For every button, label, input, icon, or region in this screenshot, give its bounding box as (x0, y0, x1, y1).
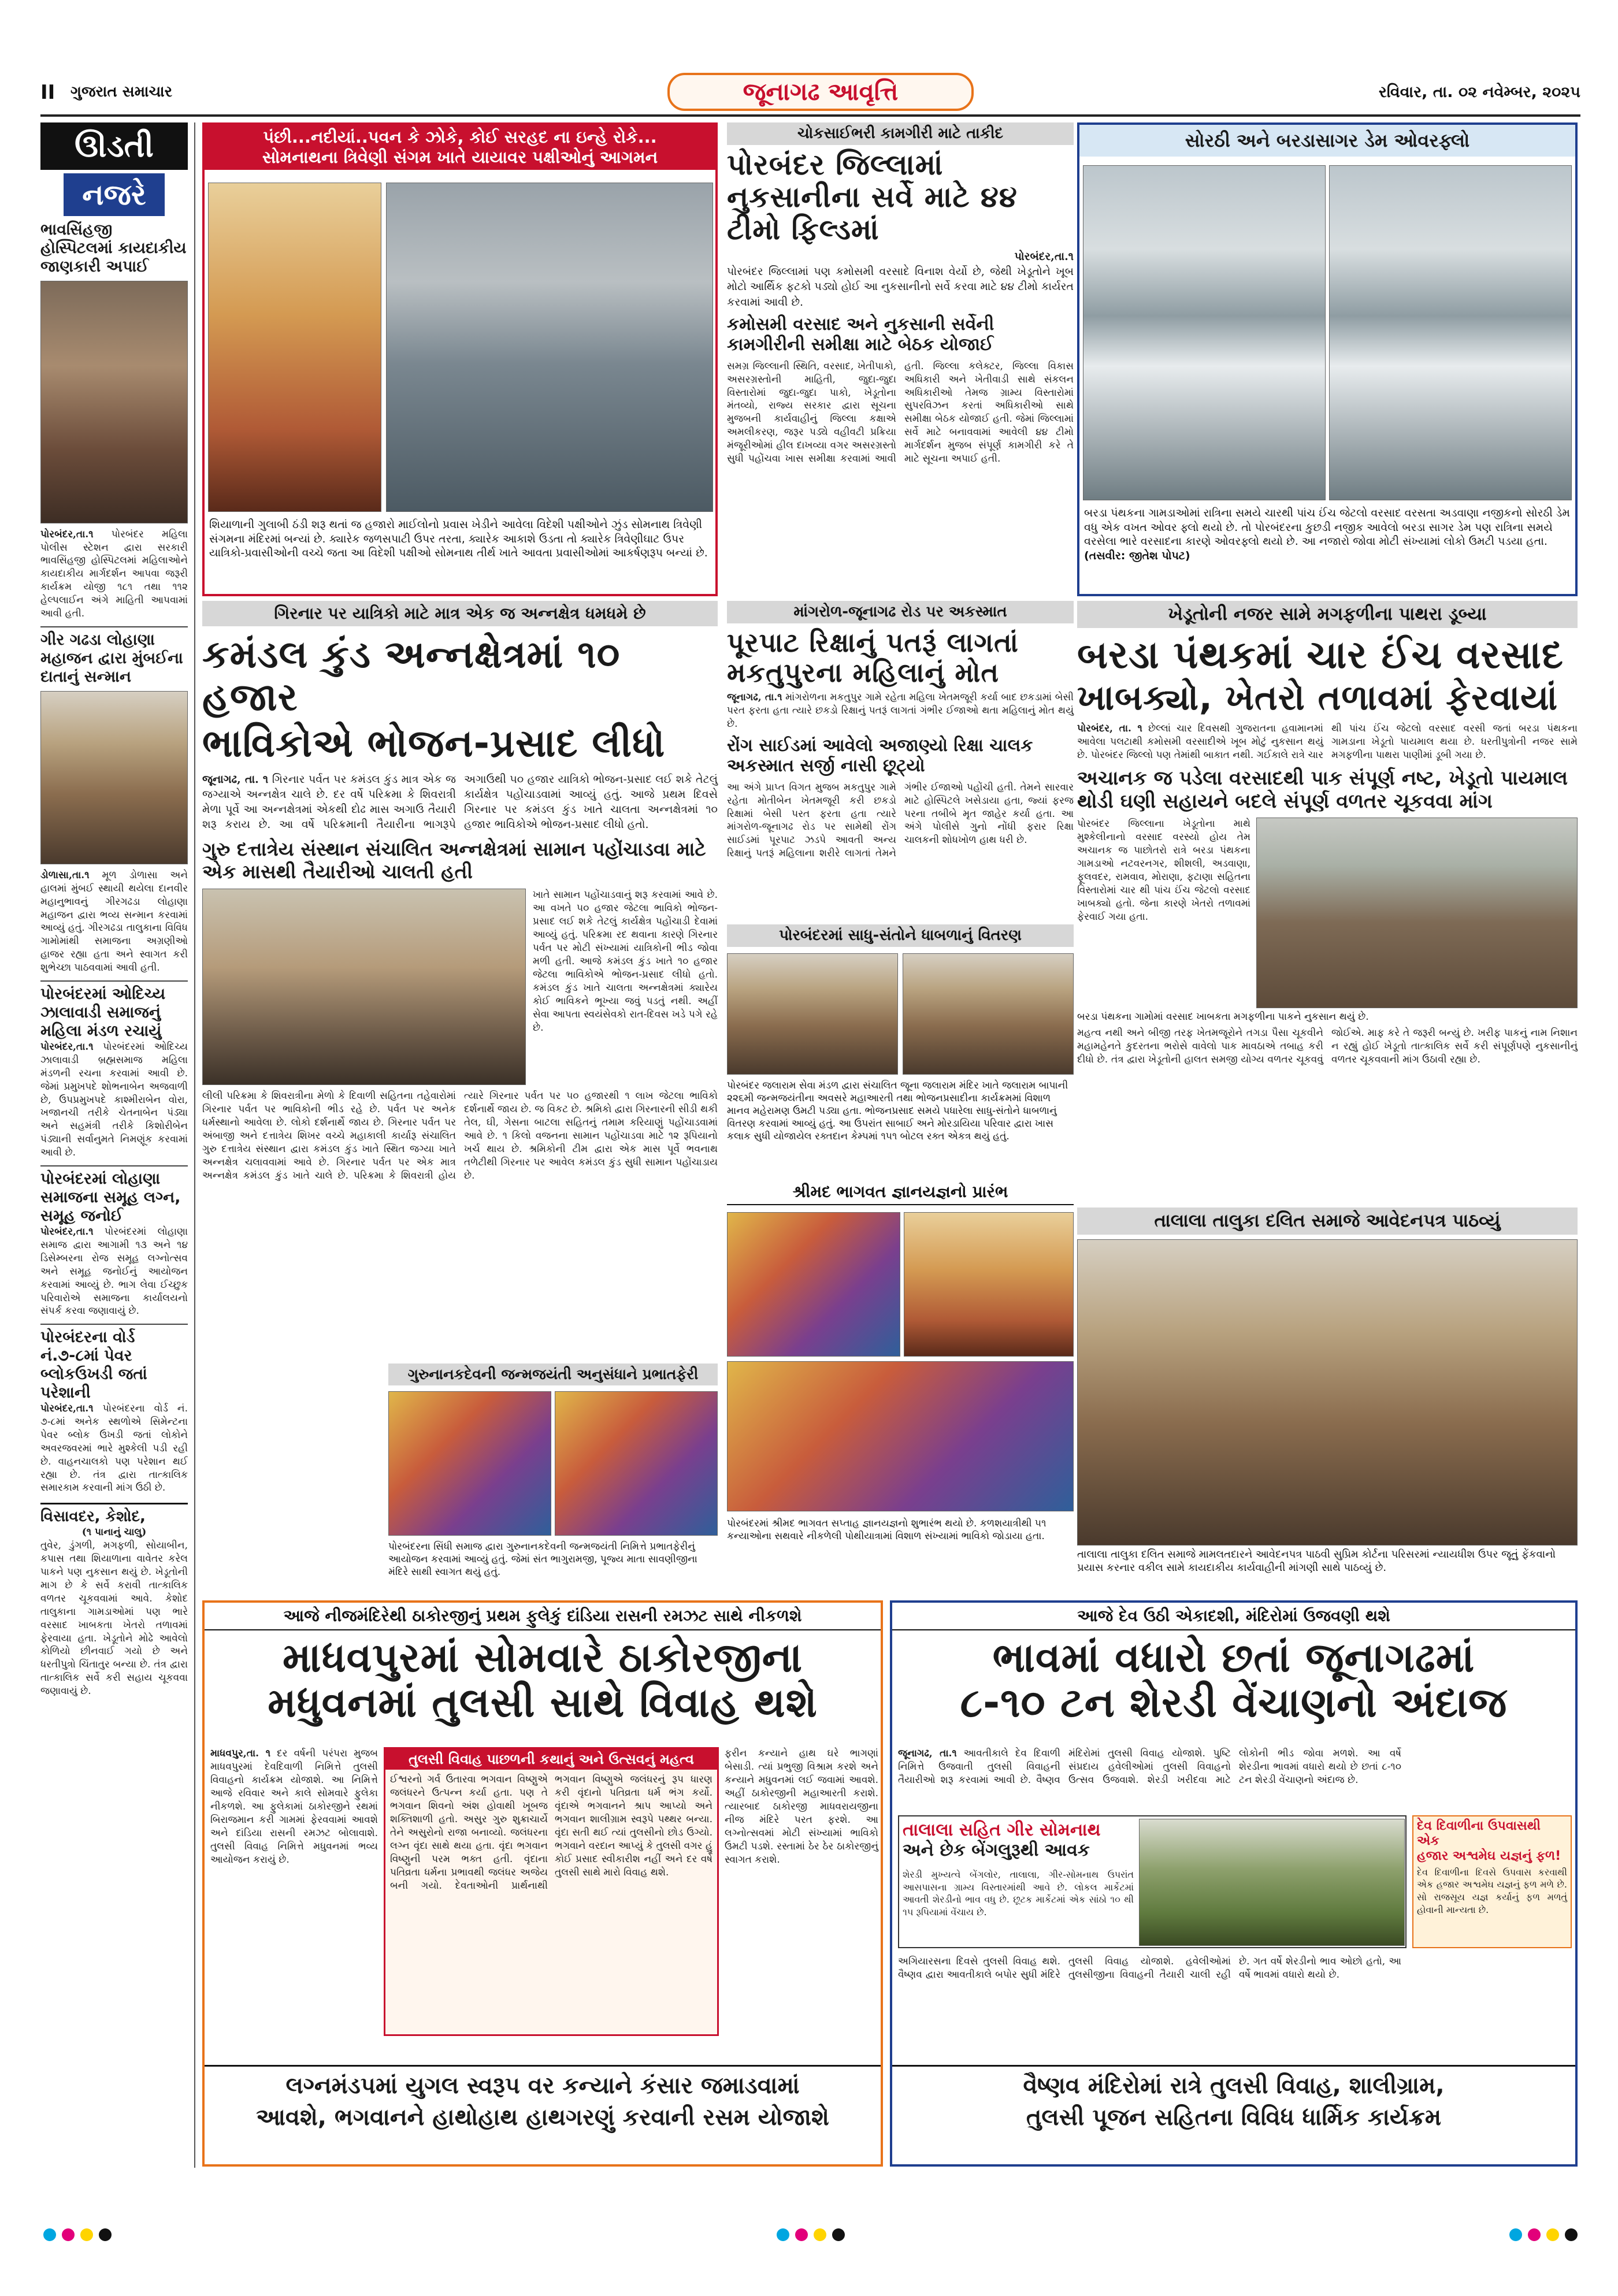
dateline: ડોળાસા,તા.૧ (40, 869, 90, 881)
sadhu-caption: પોરબંદર જલારામ સેવા મંડળ દ્વારા સંચાલિત જૂના જલારામ મંદિર ખાતે જલારામ બાપાની ૨૨૬મી જન્મજયંતીના અવસરે મહાઆરતી તથા ભોજનપ્રસાદીના કાર્યક્રમમાં વિશાળ માનવ મહેરામણ ઉમટી પડ્યા હતા. ભોજનપ્રસાદ સમયે પધારેલા સાધુ-સંતોને ધાબળાનું વિતરણ કરવામાં આવ્યું હતું. આ ઉપરાંત સાબાઈ અને મોરડાયિયા પરિવાર દ્વારા ખાસ કલાક સુધી યોજાયેલ રક્તદાન કેમ્પમાં ૧૫૧ બોટલ રક્ત એકત્ર થયું હતું. (727, 1080, 1068, 1143)
survey-body-1: પોરબંદર જિલ્લામાં પણ કમોસમી વરસાદે વિનાશ વેર્યો છે, જેથી ખેડૂતોને ખૂબ મોટો આર્થિક ફટકો પડ્યો હોઈ આ નુકસાનીનો સર્વે કરવા માટે ૪૪ ટીમો કાર્યરત કરવામાં આવી છે. (727, 265, 1074, 309)
madhavpur-bottom-line-2: આવશે, ભગવાનને હાથોહાથ હાથગરણું કરવાની રસમ યોજાશે (256, 2104, 829, 2131)
sugarcane-photo-kicker-2: અને છેક બેંગલુરૂથી આવક (903, 1840, 1090, 1861)
annakshetra-subhead: ગુરુ દત્તાત્રેય સંસ્થાન સંચાલિત અન્નક્ષેત્રમાં સામાન પહોંચાડવા માટે એક માસથી તૈયારીઓ ચાલતી હતી (202, 837, 706, 883)
sidebar-item-headline: પોરબંદરના વોર્ડ નં.૭-૮માં પેવર બ્લોકઉખડી જતાં પરેશાની (40, 1328, 147, 1402)
dateline: પોરબંદર,તા.૧ (40, 1402, 94, 1414)
madhavpur-kicker: આજે નીજમંદિરેથી ઠાકોરજીનું પ્રથમ ફુલેકું દાંડિયા રાસની રમઝટ સાથે નીકળશે (205, 1603, 881, 1630)
sugarcane-body-1: આવતીકાલે દેવ દિવાળી નિમિત્તે ઉજવાતી તુલસી વિવાહની તૈયારીઓ શરૂ કરવામાં આવી છે. વૈષ્ણવ મંદિરોમાં તુલસી વિવાહ યોજાશે. પુષ્ટિ સંપ્રદાય હવેલીઓમાં તુલસી વિવાહનો ઉત્સવ ઉજવાશે. શેરડી ખરીદવા માટે લોકોની ભીડ જોવા મળશે. આ વર્ષે શેરડીના ભાવમાં વધારો થયો છે છતાં ૮-૧૦ ટન શેરડી વેંચાણનો અંદાજ છે. (898, 1748, 1401, 1786)
survey-dateline: પોરબંદર,તા.૧ (1014, 250, 1074, 263)
masthead-rule (40, 114, 1580, 117)
yellow-dot-icon (814, 2228, 826, 2241)
annakshetra-kicker: ગિરનાર પર યાત્રિકો માટે માત્ર એક જ અન્નક્ષેત્ર ધમધમે છે (202, 601, 718, 626)
sidebar (40, 122, 188, 2168)
birds-kicker-line2: સોમનાથના ત્રિવેણી સંગમ ખાતે યાયાવર પક્ષીઓનું આગમન (262, 147, 658, 167)
sugarcane-photo-kicker-1: તાલાલા સહિત ગીર સોમનાથ (903, 1820, 1101, 1840)
talala-story (1077, 1208, 1578, 1589)
bhagwat-kicker: શ્રીમદ ભાગવત જ્ઞાનયજ્ઞનો પ્રારંભ (727, 1180, 1074, 1205)
dam-story (1077, 122, 1578, 596)
sidebar-item (40, 980, 188, 1160)
black-dot-icon (1565, 2228, 1578, 2241)
dam-caption (1084, 506, 1573, 563)
dateline: જૂનાગઢ, તા.૧ (898, 1748, 957, 1759)
bhagwat-story (727, 1180, 1074, 1584)
rain-body-2: પોરબંદર જિલ્લાના ખેડૂતોના માથે મુશ્કેલીનાનો વરસાદ વરસ્યો હોય તેમ અચાનક જ પાછોતરો રાત્રે બરડા પંથકના ગામડાઓ નટવરનગર, શીશલી, અડવાણા, ફૂલવદર, રામવાવ, મોરાણા, ફટાણા સહિતના વિસ્તારોમાં ચાર થી પાંચ ઈંચ જેટલો વરસાદ ખાબક્યો હતો. જેના કારણે ખેતરો તળાવમાં ફેરવાઈ ગયા હતા. (1077, 818, 1250, 923)
magenta-dot-icon (1528, 2228, 1541, 2241)
madhavpur-headline-2: મધુવનમાં તુલસી સાથે વિવાહ થશે (268, 1679, 818, 1727)
sidebar-item (40, 1324, 188, 1495)
sadhu-photo-right (903, 953, 1074, 1075)
gurunanak-photo-left (388, 1391, 551, 1536)
continued-note: (૧ પાનાનું ચાલુ) (81, 1526, 147, 1539)
cyan-dot-icon (777, 2228, 789, 2241)
rickshaw-body-1: માંગરોળના મકતુપુર ગામે રહેતા મહિલા ખેતમજૂરી કર્યા બાદ છકડામાં બેસી પરત ફરતા હતા ત્યારે છકડો રિક્ષાનું પતરૂં લાગતાં ગંભીર ઈજાઓ થતા મહિલાનું મોત થયું છે. (727, 692, 1074, 730)
sugarcane-body-2: શેરડી મુખ્યત્વે બેંગલોર, તાલાલા, ગીર-સોમનાથ ઉપરાંત આસપાસના ગ્રામ્ય વિસ્તારમાંથી આવે છે. લોકલ માર્કેટમાં આવતી શેરડીનો ભાવ વધુ છે. છૂટક માર્કેટમાં એક સાંઠો ૧૦ થી ૧૫ રૂપિયામાં વેંચાય છે. (903, 1869, 1134, 1918)
sidebar-divider (194, 122, 195, 2168)
sidebar-item-body: પોરબંદરમાં લોહાણા સમાજ દ્વારા આગામી ૧૩ અને ૧૪ ડિસેમ્બરના રોજ સમૂહ લગ્નોત્સવ અને સમૂહ જનોઈનું આયોજન કરવામાં આવ્યું છે. ભાગ લેવા ઈચ્છુક પરિવારોએ સમાજના કાર્યાલયનો સંપર્ક કરવા જણાવાયું છે. (40, 1225, 188, 1317)
madhavpur-body-1: દર વર્ષની પરંપરા મુજબ માધવપુરમાં દેવદિવાળી નિમિત્તે તુલસી વિવાહનો કાર્યક્રમ યોજાશે. આ નિમિત્તે આજે રવિવાર અને કાલે સોમવારે ફુલેકા નીકળશે. આ ફુલેકામાં ઠાકોરજીને રથમાં બિરાજમાન કરી ગામમાં ફેરવવામાં આવશે અને દાંડિયા રાસની રમઝટ બોલાવાશે. તુલસી વિવાહ નિમિત્તે મધુવનમાં ભવ્ય આયોજન કરાયું છે. (210, 1748, 378, 1866)
rickshaw-kicker: માંગરોળ-જૂનાગઢ રોડ પર અકસ્માત (727, 601, 1074, 623)
devdiwali-body: દેવ દિવાળીના દિવસે ઉપવાસ કરવાથી એક હજાર અશ્વમેઘ યજ્ઞનું ફળ મળે છે. સો રાજસૂય યજ્ઞ કર્યાનું ફળ મળતું હોવાની માન્યતા છે. (1417, 1866, 1567, 1915)
rain-caption: બરડા પંથકના ગામોમાં વરસાદ ખાબકતા મગફળીના પાકને નુકસાન થયું છે. (1077, 1011, 1369, 1023)
rain-subhead: અચાનક જ પડેલા વરસાદથી પાક સંપૂર્ણ નષ્ટ, ખેડૂતો પાયમાલ થોડી ઘણી સહાયને બદલે સંપૂર્ણ વળતર ચૂકવવા માંગ (1077, 766, 1568, 813)
bhagwat-photo-3 (727, 1361, 1074, 1511)
dateline: માધવપુર,તા. ૧ (210, 1748, 271, 1759)
black-dot-icon (832, 2228, 845, 2241)
madhavpur-body-2: ફરીન કન્યાને હાથ ઘરે ભાગણાં બેસાડી. ત્યાં પ્રભુજી વિશ્રામ કરશે અને કન્યાને મધુવનમાં લઈ જવામાં આવશે. અહીં ઠાકોરજીની મહાઆરતી કરાશે. ત્યારબાદ ઠાકોરજી માધવરાયજીના નીજ મંદિરે પરત ફરશે. આ લગ્નોત્સવમાં મોટી સંખ્યામાં ભાવિકો ઉમટી પડશે. રસ્તામાં ઠેર ઠેર ઠાકોરજીનું સ્વાગત કરાશે. (725, 1748, 878, 1866)
sidebar-item-headline: ગીર ગઢડા લોહાણા મહાજન દ્વારા મુંબઈના દાતાનું સન્માન (40, 631, 183, 686)
sugarcane-photo (1139, 1819, 1405, 1946)
rain-body-1: છેલ્લાં ચાર દિવસથી ગુજરાતના હવામાનમાં આવેલા પલટાથી કમોસમી વરસાદીએ ખૂબ મોટું નુકસાન થયું છે. પોરબંદર જિલ્લો પણ તેમાંથી બાકાત નથી. ગઈકાલે રાત્રે ચાર થી પાંચ ઈંચ જેટલો વરસાદ વરસી જતાં બરડા પંથકના ગામડાના ખેડૂતો પાયમાલ થયા છે. ધરતીપુત્રોની નજર સામે મગફળીના પાથરા પાણીમાં ડૂબી ગયા છે. (1077, 723, 1578, 761)
sidebar-item-headline: વિસાવદર, કેશોદ, (40, 1508, 146, 1526)
cmyk-marks-left (40, 2228, 114, 2243)
annakshetra-body-4: જ વિકટ છે. શ્રમિકો દ્વારા ગિરનારની સીડી થકી તેલ, ઘી, ગેસના બાટલા સહિતનું તમામ કરિયાણું પહોંચાડવામાં આવે છે. ૧ કિલો વજનના સામાન પહોંચાડવા માટે ૧૨ રૂપિયાનો ખર્ચ થાય છે. શ્રમિકોની ટીમ દ્વારા એક માસ પૂર્વે ભવનાથ તળેટીથી ગિરનાર પર આવેલ કમંડલ કુંડ સુધી સામાન પહોંચાડાય છે. (464, 1104, 718, 1182)
sadhu-photo-left (727, 953, 898, 1075)
survey-kicker: ચોકસાઈભરી કામગીરી માટે તાકીદ (727, 122, 1074, 145)
devdiwali-title-2: હજાર અશ્વમેઘ યજ્ઞનું ફળ! (1417, 1848, 1561, 1863)
annakshetra-headline-2: ભાવિકોએ ભોજન-પ્રસાદ લીધો (202, 720, 666, 766)
black-dot-icon (99, 2228, 112, 2241)
tulsi-box-body: ઈશ્વરનો ગર્વ ઉતારવા ભગવાન વિષ્ણુએ જલંધરને ઉત્પન્ન કર્યા હતા. પણ તે ભગવાન શિવનો અંશ હોવાથી ખૂબજ શક્તિશાળી હતો. અસુર ગુરુ શુક્રાચાર્યે તેને અસુરોનો રાજા બનાવ્યો. જલંધરના લગ્ન વૃંદા સાથે થયા હતા. વૃંદા ભગવાન વિષ્ણુની પરમ ભક્ત હતી. વૃંદાના પતિવ્રતા ધર્મના પ્રભાવથી જલંધર અજેય બની ગયો. દેવતાઓની પ્રાર્થનાથી ભગવાન વિષ્ણુએ જલંધરનું રૂપ ધારણ કરી વૃંદાનો પતિવ્રતા ધર્મ ભંગ કર્યો. વૃંદાએ ભગવાનને શ્રાપ આપ્યો અને ભગવાન શાલીગ્રામ સ્વરૂપે પથ્થર બન્યા. વૃંદા સતી થઈ ત્યાં તુલસીનો છોડ ઉગ્યો. ભગવાને વરદાન આપ્યું કે તુલસી વગર હું કોઈ પ્રસાદ સ્વીકારીશ નહીં અને દર વર્ષે તુલસી સાથે મારો વિવાહ થશે. (390, 1774, 712, 1892)
dam-photo-bardasagar (1329, 165, 1572, 500)
sidebar-item-body: પોરબંદર મહિલા પોલીસ સ્ટેશન દ્વારા સરકારી ભાવસિંહજી હોસ્પિટલમાં મહિલાઓને કાયદાકીય માર્ગદર્શન આપવા જરૂરી કાર્યક્રમ યોજી ૧૮૧ તથા ૧૧૨ હેલ્પલાઈન અંગે માહિતી આપવામાં આવી હતી. (40, 528, 188, 620)
birds-photo-flock (386, 183, 713, 512)
sidebar-title-1: ઊડતી (40, 122, 188, 170)
sidebar-item (40, 1503, 188, 1698)
survey-story (727, 122, 1074, 585)
dateline: પોરબંદર,તા.૧ (40, 528, 94, 540)
rain-photo-field (1256, 818, 1578, 1008)
annakshetra-body-1: ગિરનાર પર્વત પર કમંડલ કુંડ માત્ર એક જ જગ્યાએ અન્નક્ષેત્ર ચાલે છે. દર વર્ષે પરિક્રમા કે શિવરાત્રી મેળા પૂર્વે આ અન્નક્ષેત્રમાં એકથી દોઢ માસ અગાઉ તૈયારી શરૂ કરાય છે. આ વર્ષે પરિક્રમાની તૈયારીના ભાગરૂપે અગાઉથી ૫૦ હજાર યાત્રિકો ભોજન-પ્રસાદ લઈ શકે તેટલું કાર્યક્ષેત્ર પહોંચાડવામાં આવ્યું હતું. આજે પ્રથમ દિવસે ગિરનાર પર કમંડલ કુંડ ખાતે ચાલતા અન્નક્ષેત્રમાં ૧૦ હજાર ભાવિકોએ ભોજન-પ્રસાદ લીધો હતો. (202, 772, 718, 831)
sugarcane-bottom-line-1: વૈષ્ણવ મંદિરોમાં રાત્રે તુલસી વિવાહ, શાલીગ્રામ, (1023, 2072, 1445, 2099)
rain-body-3: મહત્વ નથી અને બીજી તરફ ખેતમજૂરોને તગડા પૈસા ચૂકવીને મહામહેનતે કુદરતના ભરોસે વાવેલો પાક માવઠાએ તબાહ કરી દીધો છે. તંત્ર દ્વારા ખેડૂતોની હાલત સમજી યોગ્ય વળતર ચૂકવવું જોઈએ. (1077, 1027, 1364, 1066)
sadhu-kicker: પોરબંદરમાં સાધુ-સંતોને ધાબળાનું વિતરણ (727, 924, 1074, 947)
birds-kicker-line1: પંછી...નદીયાં..પવન કે ઝોકે, કોઈ સરહદ ના ઇન્હે રોકે... (263, 127, 657, 147)
madhavpur-story (202, 1600, 883, 2167)
bhagwat-caption: પોરબંદરમાં શ્રીમદ ભાગવત સપ્તાહ જ્ઞાનયજ્ઞનો શુભારંભ થયો છે. કળશયાત્રીથી ૫૧ કન્યાઓના સથવારે નીકળેલી પોથીયાત્રામાં વિશાળ સંખ્યામાં ભાવિકો જોડાયા હતા. (727, 1518, 1046, 1543)
sidebar-item (40, 1165, 188, 1318)
sugarcane-photo-box (898, 1815, 1407, 1948)
sidebar-item (40, 626, 188, 975)
sugarcane-photo-kicker (903, 1820, 1134, 1861)
gurunanak-story (388, 1364, 718, 1595)
dam-photo-credit: (તસવીર: જીતેશ પોપટ) (1084, 549, 1190, 563)
survey-body-2: સમગ્ર જિલ્લાની સ્થિતિ, વરસાદ, ખેતીપાકો, અસરગ્રસ્તોની માહિતી, જુદા-જુદા વિસ્તારોમાં જુદા-જુદા પાકો, ખેડૂતોના મંતવ્યો, રાજ્ય સરકાર દ્વારા સૂચના મુજબની કાર્યવાહીનું જિલ્લા કક્ષાએ અમલીકરણ, જરૂર પડ્યે વહીવટી પ્રક્રિયા મંજૂરીઓમાં હીલ દાખવ્યા વગર અસરગ્રસ્તો સુધી પહોંચવા ખાસ સમીક્ષા કરવામાં આવી હતી. જિલ્લા કલેક્ટર, જિલ્લા વિકાસ અધિકારી અને ખેતીવાડી સાથે સંકલન અધિકારીઓ તેમજ ગ્રામ્ય વિસ્તારોમાં સુપરવિઝન કરતાં અધિકારીઓ સાથે સમીક્ષા બેઠક યોજાઈ હતી. જેમાં જિલ્લામાં સર્વે માટે બનાવવામાં આવેલી ૪૪ ટીમો માર્ગદર્શન મુજબ સંપૂર્ણ કામગીરી કરે તે માટે સૂચના અપાઈ હતી. (727, 360, 1074, 465)
edition-title: જૂનાગઢ આવૃત્તિ (743, 77, 899, 106)
survey-subhead: કમોસમી વરસાદ અને નુકસાની સર્વેની કામગીરીની સમીક્ષા માટે બેઠક યોજાઈ (727, 314, 994, 355)
gurunanak-photo-right (555, 1391, 718, 1536)
talala-kicker: તાલાલા તાલુકા દલિત સમાજે આવેદનપત્ર પાઠવ્યું (1077, 1208, 1578, 1235)
dateline: જૂનાગઢ, તા.૧ (727, 692, 782, 704)
dateline: પોરબંદર,તા.૧ (40, 1225, 94, 1238)
dam-kicker: સોરઠી અને બરડાસાગર ડેમ ઓવરફ્લો (1079, 125, 1575, 157)
paper-name: ગુજરાત સમાચાર (70, 83, 173, 101)
sidebar-photo-hospital (40, 281, 188, 523)
magenta-dot-icon (795, 2228, 808, 2241)
page-number: II (40, 81, 55, 104)
rain-story (1077, 601, 1578, 1202)
magenta-dot-icon (62, 2228, 75, 2241)
sidebar-title-2: નજરે (64, 173, 165, 216)
gurunanak-kicker: ગુરુનાનકદેવની જન્મજયંતી અનુસંધાને પ્રભાતફેરી (388, 1364, 718, 1385)
madhavpur-bottom-banner (205, 2065, 881, 2164)
sugarcane-story (890, 1600, 1578, 2167)
bhagwat-photo-1 (727, 1212, 900, 1357)
madhavpur-headline-1: માધવપુરમાં સોમવારે ઠાકોરજીના (283, 1634, 803, 1681)
annakshetra-body-3: લીલી પરિક્રમા કે શિવરાત્રીના મેળો કે દિવાળી સહિતના તહેવારોમાં ગિરનાર પર્વત પર ભાવિકોની ભીડ રહે છે. પર્વત પર અનેક ધર્મસ્થાનો આવેલા છે. લોકો દર્શનાર્થે જાય છે. ગિરનાર પર્વત પર અંબાજી અને દત્તાત્રેય શિખર વચ્ચે મહાકાલી કાર્યારૂ સંચાલિત ગુરુ દત્તાત્રેય સંસ્થાન દ્વારા કમંડલ કુંડ ખાતે સ્થિત જગ્યા ખાતે અન્નક્ષેત્ર ચલાવવામાં આવે છે. ગિરનાર પર્વત પર એક માત્ર અન્નક્ષેત્ર કમંડલ કુંડ ખાતે ચાલે છે. પરિક્રમા કે શિવરાત્રી હોય ત્યારે ગિરનાર પર્વત પર ૫૦ હજારથી ૧ લાખ જેટલા ભાવિકો દર્શનાર્થે જાય છે. (202, 1090, 718, 1182)
masthead (40, 76, 1580, 111)
tulsi-box (384, 1747, 719, 2036)
gurunanak-caption: પોરબંદરના સિંધી સમાજ દ્વારા ગુરુનાનકદેવની જન્મજયંતી નિમિત્તે પ્રભાતફેરીનું આયોજન કરવામાં આવ્યું હતું. જેમાં સંત ભાગુરામજી, પૂજ્ય માતા સાવણીજીના મંદિરે સાથી સ્વાગત થયું હતું. (388, 1541, 697, 1578)
devdiwali-title-1: દેવ દિવાળીના ઉપવાસથી એક (1417, 1819, 1541, 1848)
devdiwali-box (1412, 1815, 1572, 1948)
rain-headline-2: ખાબક્યો, ખેતરો તળાવમાં ફેરવાયાં (1077, 677, 1558, 718)
rickshaw-body-2: આ અંગે પ્રાપ્ત વિગત મુજબ મકતુપુર ગામે રહેતા મોતીબેન ખેતમજૂરી કરી છકડો રિક્ષામાં બેસી પરત ફરતા હતા ત્યારે માંગરોળ-જૂનાગઢ રોડ પર સામેથી રોંગ સાઈડમાં પૂરપાટ ઝડપે આવતી અન્ય રિક્ષાનું પતરૂં મહિલાના શરીરે લાગતાં તેમને ગંભીર ઈજાઓ પહોંચી હતી. તેમને સારવાર માટે હોસ્પિટલે ખસેડાયા હતા, જ્યાં ફરજ પરના તબીબે મૃત જાહેર કર્યા હતા. આ અંગે પોલીસે ગુનો નોંધી ફરાર રિક્ષા ચાલકની શોધખોળ હાથ ધરી છે. (727, 781, 1074, 860)
sidebar-item-body: પોરબંદરના વોર્ડ નં. ૭-૮માં અનેક સ્થળોએ સિમેન્ટના પેવર બ્લોક ઉખડી જતાં લોકોને અવરજવરમાં ભારે મુશ્કેલી પડી રહી છે. વાહનચાલકો પણ પરેશાન થઈ રહ્યા છે. તંત્ર દ્વારા તાત્કાલિક સમારકામ કરવાની માંગ ઉઠી છે. (40, 1402, 188, 1494)
sidebar-item-headline: પોરબંદરમાં લોહાણા સમાજના સમૂહ લગ્ન, સમૂહ જનોઈ (40, 1170, 181, 1225)
rickshaw-subhead: રોંગ સાઈડમાં આવેલો અજાણ્યો રિક્ષા ચાલક અકસ્માત સર્જી નાસી છૂટ્યો (727, 735, 1033, 777)
cyan-dot-icon (43, 2228, 56, 2241)
sugarcane-headline-2: ૮-૧૦ ટન શેરડી વેંચાણનો અંદાજ (960, 1679, 1508, 1727)
cyan-dot-icon (1509, 2228, 1522, 2241)
sidebar-item (40, 221, 188, 621)
talala-photo (1077, 1239, 1578, 1545)
survey-headline: પોરબંદર જિલ્લામાં નુકસાનીના સર્વે માટે ૪૪ ટીમો ફિલ્ડમાં (727, 148, 1018, 246)
tulsi-box-title: તુલસી વિવાહ પાછળની કથાનું અને ઉત્સવનું મહત્વ (385, 1749, 717, 1770)
sidebar-item-body: મૂળ ડોળાસા અને હાલમાં મુંબઈ સ્થાયી થયેલા દાનવીર મહાનુભાવનું ગીરગઢડા લોહાણા મહાજન દ્વારા ભવ્ય સન્માન કરવામાં આવ્યું હતું. ગીરગઢડા તાલુકાના વિવિધ ગામોમાંથી સમાજના અગ્રણીઓ હાજર રહ્યા હતા અને સ્વાગત કરી શુભેચ્છા પાઠવવામાં આવી હતી. (40, 869, 188, 974)
rickshaw-story (727, 601, 1074, 919)
annakshetra-body-2: ખાતે સામાન પહોંચાડવાનું શરૂ કરવામાં આવે છે. આ વખતે ૫૦ હજાર જેટલા ભાવિકો ભોજન-પ્રસાદ લઈ શકે તેટલું કાર્યક્ષેત્ર પહોંચાડી દેવામાં આવ્યું હતું. પરિક્રમા રદ થવાના કારણે ગિરનાર પર્વત પર મોટી સંખ્યામાં યાત્રિકોની ભીડ જોવા મળી હતી. આજે કમંડલ કુંડ ખાતે ૧૦ હજાર જેટલા ભાવિકોએ ભોજન-પ્રસાદ લીધો હતો. કમંડલ કુંડ ખાતે ચાલતા અન્નક્ષેત્રમાં ક્યારેય કોઈ ભાવિકને ભૂખ્યા જવું પડતું નથી. અહીં સેવા આપતા સ્વયંસેવકો રાત-દિવસ ખડે પગે રહે છે. (533, 889, 718, 1034)
sidebar-item-body: તુવેર, ડુંગળી, મગફળી, સોયાબીન, કપાસ તથા શિયાળાના વાવેતર કરેલ પાકને પણ નુકસાન થયું છે. ખેડૂતોની માગ છે કે સર્વે કરાવી તાત્કાલિક વળતર ચૂકવવામાં આવે. કેશોદ તાલુકાના ગામડાઓમાં પણ ભારે વરસાદ ખાબકતા ખેતરો તળાવમાં ફેરવાયા હતા. ખેડૂતોને મોઢે આવેલો કોળિયો છીનવાઈ ગયો છે અને ધરતીપુત્રો ચિંતાતુર બન્યા છે. તંત્ર દ્વારા તાત્કાલિક સર્વે કરી સહાય ચૂકવવા જણાવાયું છે. (40, 1539, 188, 1697)
sidebar-item-body: પોરબંદરમાં ઓદિચ્ય ઝાલાવાડી બ્રહ્મસમાજ મહિલા મંડળની રચના કરવામાં આવી છે. જેમાં પ્રમુખપદે શોભનાબેન અજવાળી છે, ઉપપ્રમુખપદે કાશ્મીરાબેન વોરા, ખજાનચી તરીકે ચેતનાબેન પંડ્યા અને સહમંત્રી તરીકે કિશોરીબેન પંડ્યાની સર્વાનુમતે નિમણૂંક કરવામાં આવી છે. (40, 1041, 188, 1159)
annakshetra-headline-1: કમંડલ કુંડ અન્નક્ષેત્રમાં ૧૦ હજાર (202, 632, 621, 719)
annakshetra-story (202, 601, 718, 1392)
talala-caption: તાલાલા તાલુકા દલિત સમાજે મામલતદારને આવેદનપત્ર પાઠવી સુપ્રિમ કોર્ટના પરિસરમાં ન્યાયધીશ ઉપર જૂતું ફેંકવાનો પ્રયાસ કરનાર વકીલ સામે કાયદાકીય કાર્યવાહીની માંગણી સાથે પાઠવ્યું છે. (1077, 1548, 1556, 1574)
sidebar-item-headline: પોરબંદરમાં ઓદિચ્ય ઝાલાવાડી સમાજનું મહિલા મંડળ રચાયું (40, 985, 166, 1040)
rain-headline-1: બરડા પંથકમાં ચાર ઈંચ વરસાદ (1077, 633, 1564, 677)
rain-body-4: માફ કરે તે જરૂરી બન્યું છે. ખરીફ પાકનું નામ નિશાન ન રહ્યું હોઈ ખેડૂતો તાત્કાલિક સર્વે કરી સંપૂર્ણપણે નુકસાનીનું વળતર ચૂકવવાની માંગ ઉઠાવી રહ્યા છે. (1331, 1027, 1578, 1066)
sugarcane-kicker: આજે દેવ ઉઠી એકાદશી, મંદિરોમાં ઉજવણી થશે (892, 1603, 1575, 1630)
cmyk-marks-right (1506, 2228, 1580, 2243)
yellow-dot-icon (80, 2228, 93, 2241)
cmyk-marks-center (774, 2228, 848, 2243)
sugarcane-body-3: અગિયારસના દિવસે તુલસી વિવાહ થશે. વૈષ્ણવ દ્વારા આવતીકાલે બપોર સુધી મંદિરે તુલસી વિવાહ યોજાશે. હવેલીઓમાં તુલસીજીના વિવાહની તૈયારી ચાલી રહી છે. ગત વર્ષે શેરડીનો ભાવ ઓછો હતો, આ વર્ષે ભાવમાં વધારો થયો છે. (898, 1956, 1401, 1981)
sadhu-story (727, 924, 1074, 1173)
dateline: પોરબંદર,તા.૧ (40, 1041, 94, 1053)
dam-photo-sorathi (1083, 165, 1326, 500)
sidebar-photo-lohana (40, 691, 188, 864)
bhagwat-photo-2 (904, 1212, 1074, 1357)
yellow-dot-icon (1546, 2228, 1559, 2241)
sugarcane-bottom-line-2: તુલસી પૂજન સહિતના વિવિધ ધાર્મિક કાર્યક્રમ (1026, 2104, 1442, 2131)
birds-kicker (205, 125, 715, 170)
sugarcane-bottom-banner (892, 2065, 1575, 2164)
birds-photo-temple (208, 183, 381, 512)
madhavpur-bottom-line-1: લગ્નમંડપમાં યુગલ સ્વરૂપ વર કન્યાને કંસાર જમાડવામાં (285, 2072, 800, 2099)
dateline: જૂનાગઢ, તા. ૧ (202, 772, 269, 786)
annakshetra-photo (202, 889, 526, 1085)
registration-marks (40, 2224, 1580, 2247)
birds-story (202, 122, 718, 596)
rain-kicker: ખેડૂતોની નજર સામે મગફળીના પાથરા ડૂબ્યા (1077, 601, 1578, 628)
rickshaw-headline: પૂરપાટ રિક્ષાનું પતરૂં લાગતાં મકતુપુરના મહિલાનું મોત (727, 627, 1019, 688)
dam-caption-text: બરડા પંથકના ગામડાઓમાં રાત્રિના સમયે ચારથી પાંચ ઈંચ જેટલો વરસાદ વરસતા અડવાણા નજીકનો સોરઠી ડેમ વધુ એક વખત ઓવર ફ્લો થયો છે. તો પોરબંદરના કુછડી નજીક આવેલો બરડા સાગર ડેમ પણ રાત્રિના સમયે વરસેલા ભારે વરસાદના કારણે ઓવરફ્લો થયો છે. આ નજારો જોવા મોટી સંખ્યામાં લોકો ઉમટી પડયા હતા. (1084, 507, 1570, 548)
birds-caption: શિયાળાની ગુલાબી ઠંડી શરૂ થતાં જ હજારો માઈલોનો પ્રવાસ ખેડીને આવેલા વિદેશી પક્ષીઓને ઝુંડ સોમનાથ ત્રિવેણી સંગમના મંદિરમાં બન્યાં છે. ક્યારેક જળસપાટી ઉપર તરતા, ક્યારેક આકાશે ઉડતા તો ક્યારેક ત્રિવેણીઘાટ ઉપર યાત્રિકો-પ્રવાસીઓની વચ્ચે જતા આ વિદેશી પક્ષીઓ સોમનાથ તીર્થ ખાતે આવતા પ્રવાસીઓમાં આકર્ષણરૂપ બન્યાં છે. (209, 518, 708, 560)
issue-date: રવિવાર, તા. ૦૨ નવેમ્બર, ૨૦૨૫ (1378, 83, 1580, 101)
dateline: પોરબંદર, તા. ૧ (1077, 723, 1142, 735)
sidebar-item-headline: ભાવસિંહજી હોસ્પિટલમાં કાયદાકીય જાણકારી અપાઈ (40, 221, 187, 276)
sugarcane-headline-1: ભાવમાં વધારો છતાં જૂનાગઢમાં (992, 1634, 1475, 1681)
